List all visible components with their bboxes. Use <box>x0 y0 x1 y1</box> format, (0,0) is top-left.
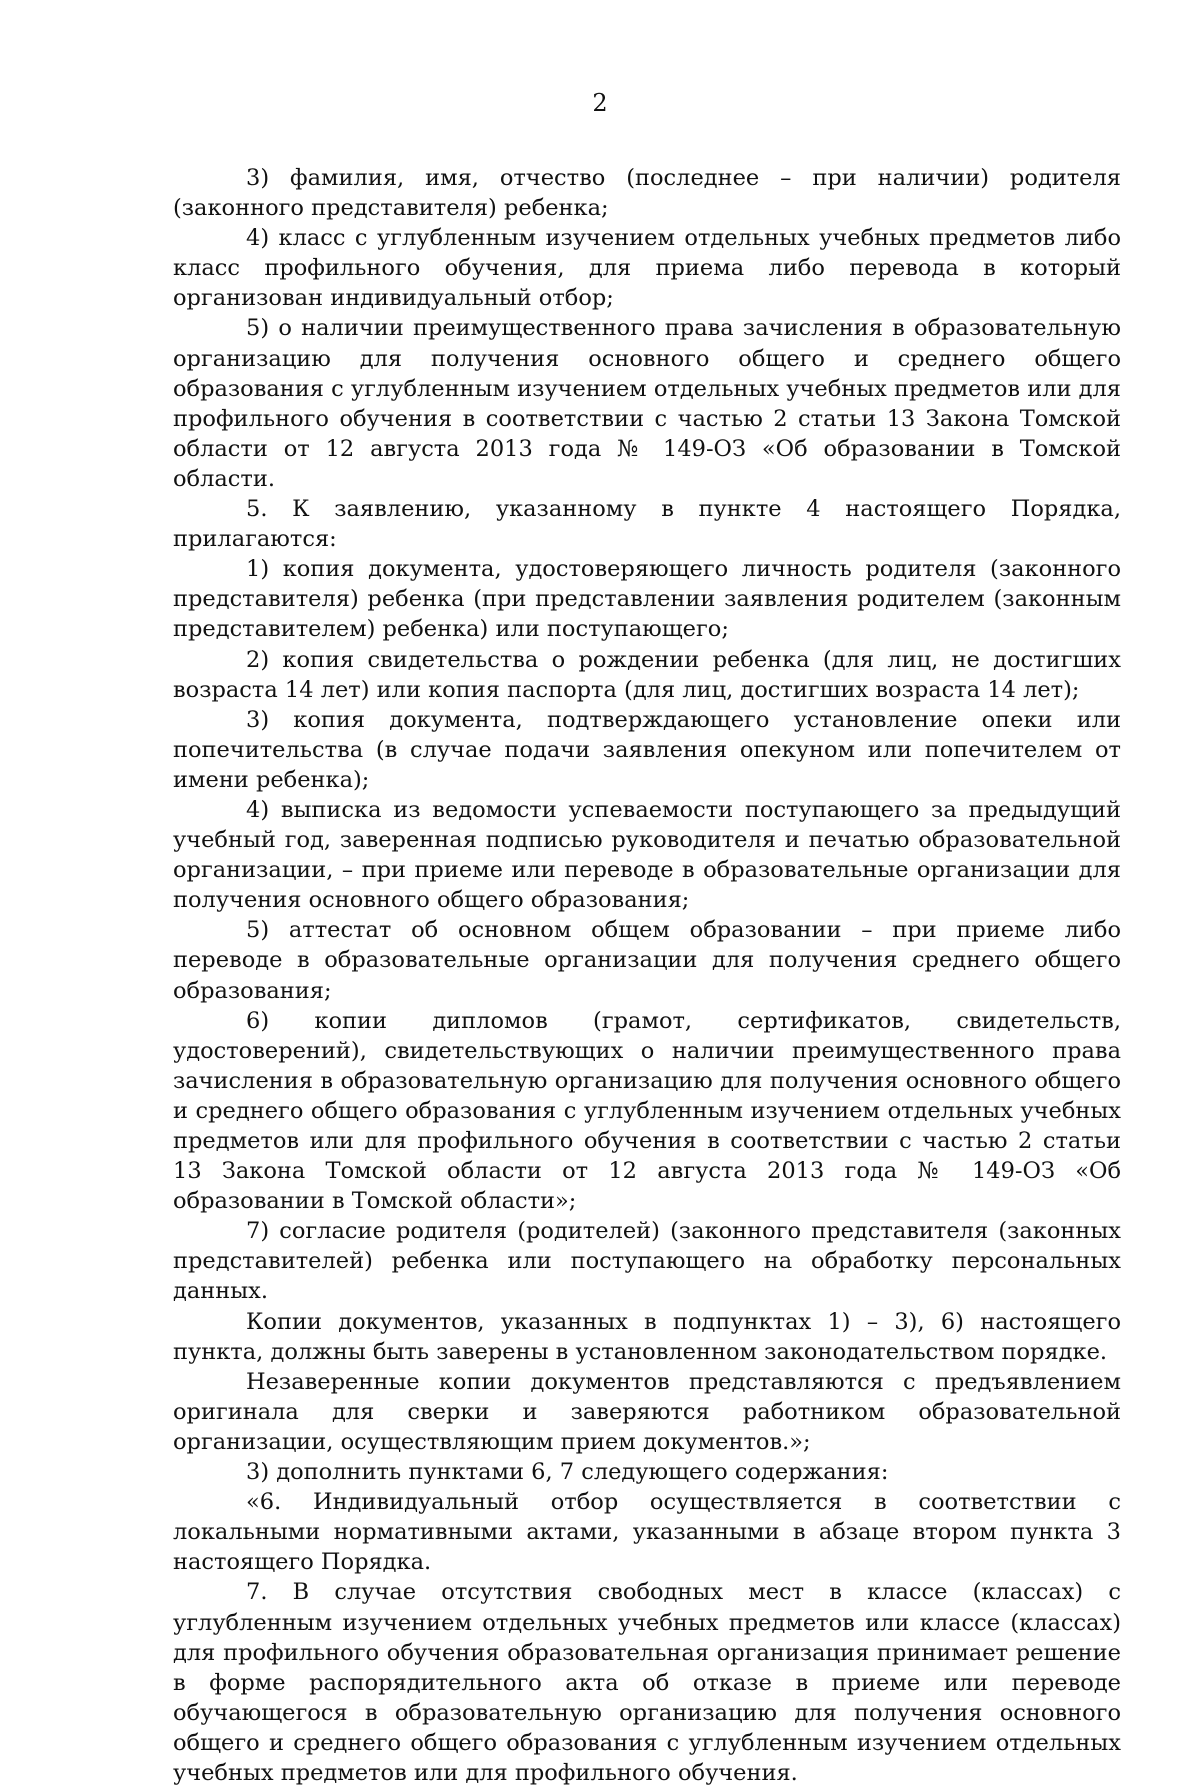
paragraph-attachment-7: 7) согласие родителя (родителей) (законного представителя (законных представителей) ребенка или поступающего на обработку персональных данных. <box>173 1218 1121 1305</box>
paragraph-attachment-5: 5) аттестат об основном общем образовании – при приеме либо переводе в образовательные организации для получения среднего общего образования; <box>173 917 1121 1004</box>
paragraph-copies-certified: Копии документов, указанных в подпунктах 1) – 3), 6) настоящего пункта, должны быть заверены в установленном законодательством порядке. <box>173 1308 1121 1365</box>
paragraph-section-5-attachments: 5. К заявлению, указанному в пункте 4 настоящего Порядка, прилагаются: <box>173 496 1121 553</box>
paragraph-section-6: «6. Индивидуальный отбор осуществляется в соответствии с локальными нормативными актами, указанными в абзаце втором пункта 3 настоящего Порядка. <box>173 1489 1121 1576</box>
document-body <box>173 163 1121 1788</box>
paragraph-attachment-6: 6) копии дипломов (грамот, сертификатов, свидетельств, удостоверений), свидетельствующих о наличии преимущественного права зачисления в образовательную организацию для получения основного общего и среднего общего образования с углубленным изучением отдельных учебных предметов или для профильного обучения в соответствии с частью 2 статьи 13 Закона Томской области от 12 августа 2013 года № 149-ОЗ «Об образовании в Томской области»; <box>173 1007 1121 1215</box>
paragraph-item-4-class: 4) класс с углубленным изучением отдельных учебных предметов либо класс профильного обучения, для приема либо перевода в который организован индивидуальный отбор; <box>173 225 1121 312</box>
paragraph-attachment-4: 4) выписка из ведомости успеваемости поступающего за предыдущий учебный год, заверенная подписью руководителя и печатью образовательной организации, – при приеме или переводе в образовательные организации для получения основного общего образования; <box>173 796 1121 914</box>
paragraph-attachment-3: 3) копия документа, подтверждающего установление опеки или попечительства (в случае подачи заявления опекуном или попечителем от имени ребенка); <box>173 706 1121 793</box>
paragraph-amendment-3: 3) дополнить пунктами 6, 7 следующего содержания: <box>246 1459 889 1486</box>
paragraph-section-7: 7. В случае отсутствия свободных мест в классе (классах) с углубленным изучением отдельных учебных предметов или классе (классах) для профильного обучения образовательная организация принимает решение в форме распорядительного акта об отказе в приеме или переводе обучающегося в образовательную организацию для получения основного общего и среднего общего образования с углубленным изучением отдельных учебных предметов или для профильного обучения. <box>173 1579 1121 1786</box>
paragraph-attachment-1: 1) копия документа, удостоверяющего личность родителя (законного представителя) ребенка (при представлении заявления родителем (законным представителем) ребенка) или поступающего; <box>173 556 1121 643</box>
paragraph-item-3-parent-name: 3) фамилия, имя, отчество (последнее – при наличии) родителя (законного представителя) ребенка; <box>173 165 1121 222</box>
paragraph-uncertified-copies: Незаверенные копии документов представляются с предъявлением оригинала для сверки и заверяются работником образовательной организации, осуществляющим прием документов.»; <box>173 1368 1121 1455</box>
paragraph-item-5-priority-right: 5) о наличии преимущественного права зачисления в образовательную организацию для получения основного общего и среднего общего образования с углубленным изучением отдельных учебных предметов или для профильного обучения в соответствии с частью 2 статьи 13 Закона Томской области от 12 августа 2013 года № 149-ОЗ «Об образовании в Томской области. <box>173 315 1121 492</box>
page-number: 2 <box>592 89 608 117</box>
paragraph-attachment-2: 2) копия свидетельства о рождении ребенка (для лиц, не достигших возраста 14 лет) или копия паспорта (для лиц, достигших возраста 14 лет); <box>173 646 1121 703</box>
